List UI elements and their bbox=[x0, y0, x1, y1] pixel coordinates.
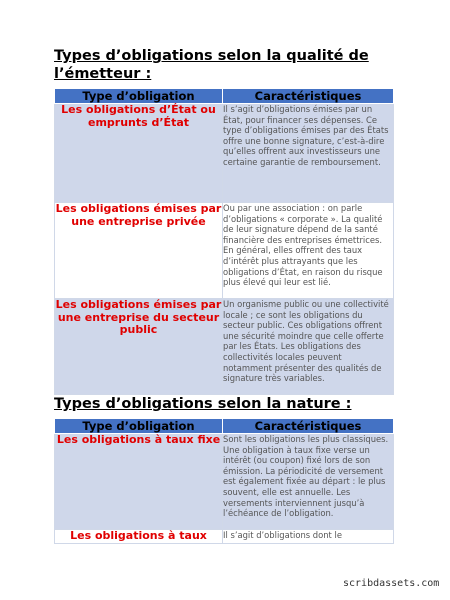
obligation-description: Il s’agit d’obligations émises par un État, pour financer ses dépenses. Ce type d’obligations émises par des États offre une bonne signature, c’est-à-dire qu’elles offrent aux investisseurs une certaine garantie de remboursement. bbox=[223, 104, 394, 203]
nature-table bbox=[54, 418, 394, 544]
table-row bbox=[55, 299, 394, 395]
obligation-type: Les obligations à taux bbox=[55, 530, 223, 544]
obligation-description: Il s’agit d’obligations dont le bbox=[223, 530, 394, 544]
table-row bbox=[55, 434, 394, 530]
issuer-quality-table bbox=[54, 88, 394, 395]
obligation-description: Un organisme public ou une collectivité locale ; ce sont les obligations du secteur public. Ces obligations offrent une sécurité moindre que celle offerte par les États. Les obligations des collectivités locales peuvent notamment présenter des qualités de signature très variables. bbox=[223, 299, 394, 395]
table-header-row bbox=[55, 89, 394, 104]
table-row bbox=[55, 203, 394, 299]
obligation-type: Les obligations d’État ou emprunts d’État bbox=[55, 104, 223, 203]
column-header-characteristics: Caractéristiques bbox=[223, 89, 394, 104]
column-header-characteristics: Caractéristiques bbox=[223, 419, 394, 434]
section-title-issuer-quality: Types d’obligations selon la qualité de l’émetteur : bbox=[54, 48, 369, 82]
column-header-type: Type d’obligation bbox=[55, 89, 223, 104]
table-row bbox=[55, 530, 394, 544]
table-header-row bbox=[55, 419, 394, 434]
obligation-type: Les obligations à taux fixe bbox=[55, 434, 223, 530]
obligation-type: Les obligations émises par une entreprise du secteur public bbox=[55, 299, 223, 395]
obligation-type: Les obligations émises par une entreprise privée bbox=[55, 203, 223, 299]
obligation-description: Ou par une association : on parle d’obligations « corporate ». La qualité de leur signature dépend de la santé financière des entreprises émettrices. En général, elles offrent des taux d’intérêt plus attrayants que les obligations d’État, en raison du risque plus élevé qui leur est lié. bbox=[223, 203, 394, 299]
section-title-nature: Types d’obligations selon la nature : bbox=[54, 396, 352, 412]
table-row bbox=[55, 104, 394, 203]
obligation-description: Sont les obligations les plus classiques. Une obligation à taux fixe verse un intérêt (ou coupon) fixé lors de son émission. La périodicité de versement est également fixée au départ : le plus souvent, elle est annuelle. Les versements interviennent jusqu’à l’échéance de l’obligation. bbox=[223, 434, 394, 530]
watermark: scribdassets.com bbox=[343, 578, 440, 589]
column-header-type: Type d’obligation bbox=[55, 419, 223, 434]
